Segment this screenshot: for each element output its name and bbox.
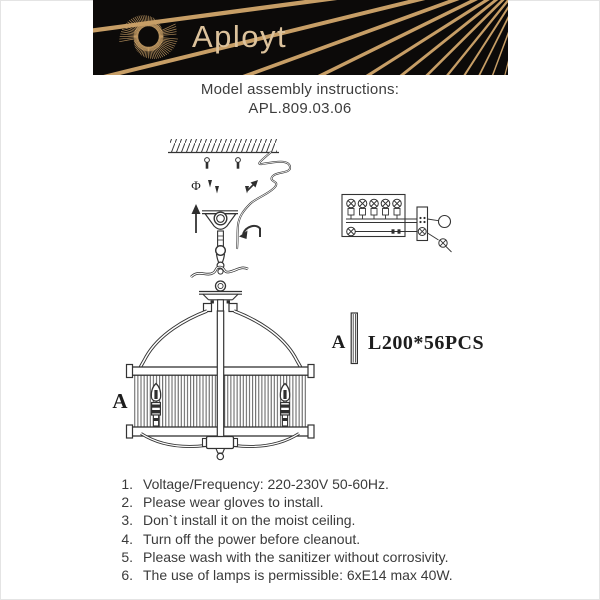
rotate-arrow	[239, 226, 260, 239]
instruction-item	[108, 493, 528, 511]
item-number: 5.	[121, 548, 133, 565]
anchor-spike-icon	[215, 186, 219, 194]
center-rod	[217, 311, 223, 437]
mounting-hardware-icons	[191, 158, 249, 194]
part-spec: L200*56PCS	[368, 332, 485, 354]
terminal-block	[417, 207, 428, 241]
item-text: Turn off the power before cleanout.	[143, 530, 361, 547]
connector-ring	[439, 216, 451, 228]
instruction-item	[108, 566, 528, 584]
item-number: 6.	[121, 567, 133, 584]
instruction-item	[108, 511, 528, 529]
instruction-item	[108, 475, 528, 493]
lamp-symbol	[439, 239, 447, 247]
ceiling-hatch	[168, 139, 279, 153]
wiring-schematic	[342, 195, 452, 253]
item-text: Please wear gloves to install.	[143, 494, 324, 511]
instruction-item	[108, 548, 528, 566]
item-number: 4.	[121, 530, 133, 547]
page-title: Model assembly instructions:	[200, 81, 400, 98]
diameter-symbol: Φ	[191, 178, 201, 193]
drum-label: A	[112, 389, 128, 413]
item-number: 2.	[121, 494, 133, 511]
part-letter: A	[331, 332, 346, 353]
crystal-rod-part	[351, 313, 357, 364]
item-number: 3.	[121, 512, 133, 529]
item-text: Voltage/Frequency: 220-230V 50-60Hz.	[143, 476, 389, 492]
anchor-spike-icon	[208, 180, 212, 188]
screw-icon	[236, 158, 241, 169]
model-number: APL.809.03.06	[248, 100, 352, 117]
brand-logo-text: Aployt	[192, 19, 288, 54]
screw-icon	[205, 158, 210, 169]
up-arrow	[192, 204, 201, 233]
crystal-drum-shade	[127, 311, 315, 438]
lamp-symbols	[347, 199, 402, 219]
ceiling-canopy	[202, 211, 238, 269]
item-text: Please wash with the sanitizer without corrosivity.	[143, 548, 449, 565]
item-text: Don`t install it on the moist ceiling.	[143, 512, 356, 529]
lamp-symbol	[347, 227, 356, 236]
item-text: The use of lamps is permissible: 6xE14 max 40W.	[143, 567, 453, 584]
bottom-frame	[141, 434, 299, 460]
part-legend	[332, 313, 484, 364]
instruction-item	[108, 530, 528, 548]
instruction-list	[108, 475, 528, 584]
item-number: 1.	[121, 476, 133, 492]
